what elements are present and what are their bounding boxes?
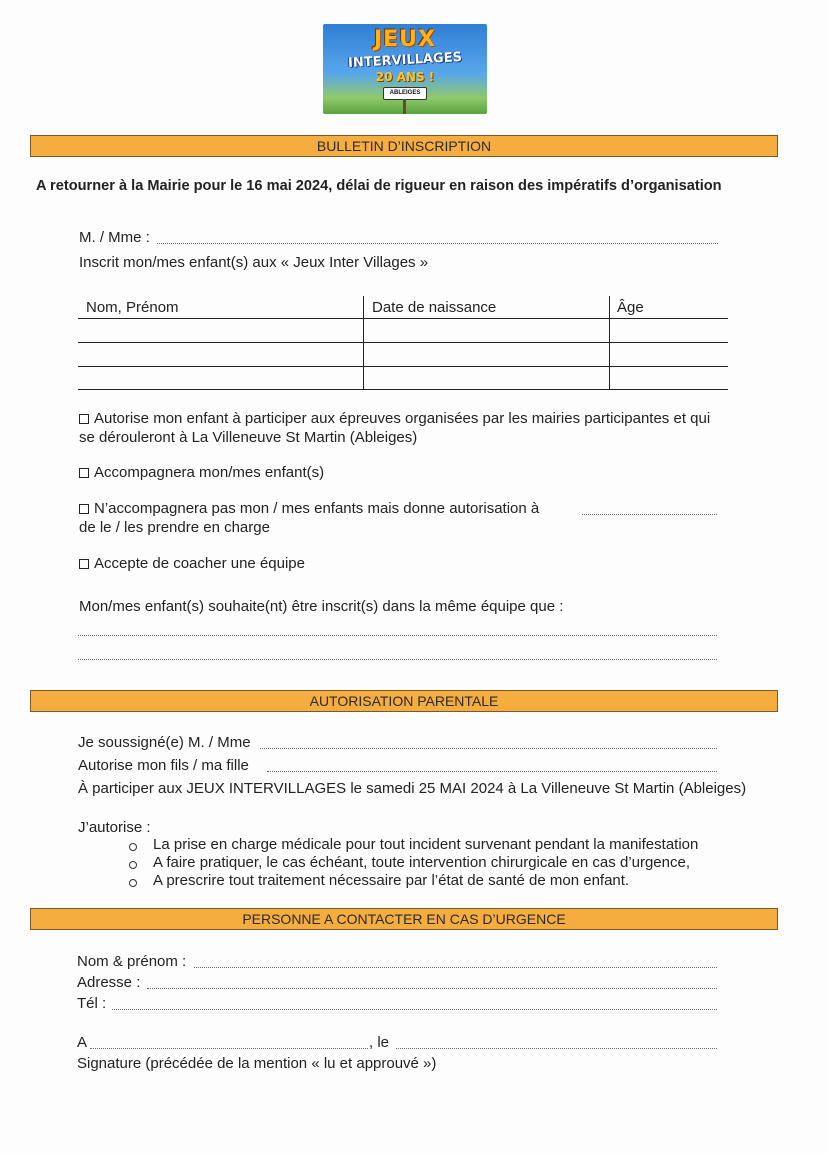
logo-subtitle: INTERVILLAGES xyxy=(347,50,463,71)
undersigned-label: Je soussigné(e) M. / Mme xyxy=(78,734,251,751)
emergency-name-label: Nom & prénom : xyxy=(77,953,187,970)
authorize-label: J’autorise : xyxy=(78,819,151,836)
undersigned-field[interactable] xyxy=(260,748,717,749)
place-label: A xyxy=(77,1034,88,1051)
table-column-divider xyxy=(609,296,610,390)
logo-signpost xyxy=(403,99,406,114)
logo-anniversary: 20 ANS ! xyxy=(375,70,435,84)
table-column-divider xyxy=(363,296,364,390)
checkbox-accompany[interactable] xyxy=(79,468,89,478)
bullet-icon xyxy=(129,861,137,869)
child-field[interactable] xyxy=(267,771,717,772)
team-request-label: Mon/mes enfant(s) souhaite(nt) être inscrit(s) dans la même équipe que : xyxy=(79,598,564,615)
table-header-name: Nom, Prénom xyxy=(86,299,179,316)
team-request-field[interactable] xyxy=(78,659,717,660)
emergency-address-field[interactable] xyxy=(147,988,717,989)
deadline-notice: A retourner à la Mairie pour le 16 mai 2024, délai de rigueur en raison des impératifs d’organisation xyxy=(36,178,722,194)
parent-name-field[interactable] xyxy=(157,243,718,244)
signature-label: Signature (précédée de la mention « lu et approuvé ») xyxy=(77,1055,437,1072)
bullet-icon xyxy=(129,879,137,887)
event-statement: À participer aux JEUX INTERVILLAGES le samedi 25 MAI 2024 à La Villeneuve St Martin (Ableiges) xyxy=(78,780,747,797)
table-header-age: Âge xyxy=(617,299,644,316)
logo-sign: ABLEIGES xyxy=(383,87,427,100)
section-header-emergency: PERSONNE A CONTACTER EN CAS D’URGENCE xyxy=(30,908,778,930)
checkbox-coach[interactable] xyxy=(79,559,89,569)
option-delegate-cont: de le / les prendre en charge xyxy=(79,519,270,536)
option-coach[interactable]: Accepte de coacher une équipe xyxy=(79,555,305,572)
option-authorize-participation[interactable]: Autorise mon enfant à participer aux épreuves organisées par les mairies participantes et qui xyxy=(79,410,710,427)
bullet-icon xyxy=(129,843,137,851)
option-authorize-participation-cont: se dérouleront à La Villeneuve St Martin (Ableiges) xyxy=(79,429,418,446)
delegate-name-field[interactable] xyxy=(582,514,717,515)
logo-title: JEUX xyxy=(373,27,437,52)
emergency-phone-label: Tél : xyxy=(77,995,107,1012)
emergency-name-field[interactable] xyxy=(194,967,717,968)
checkbox-authorize-participation[interactable] xyxy=(79,414,89,424)
option-delegate[interactable]: N’accompagnera pas mon / mes enfants mais donne autorisation à xyxy=(79,500,539,517)
date-label: , le xyxy=(369,1034,390,1051)
parent-name-label: M. / Mme : xyxy=(79,229,150,246)
checkbox-delegate[interactable] xyxy=(79,504,89,514)
section-header-registration: BULLETIN D’INSCRIPTION xyxy=(30,135,778,157)
event-logo xyxy=(323,24,487,114)
authorization-item: A faire pratiquer, le cas échéant, toute intervention chirurgicale en cas d’urgence, xyxy=(153,854,690,871)
table-row-line xyxy=(78,366,728,367)
option-accompany[interactable]: Accompagnera mon/mes enfant(s) xyxy=(79,464,324,481)
authorization-item: A prescrire tout traitement nécessaire par l’état de santé de mon enfant. xyxy=(153,872,630,889)
emergency-address-label: Adresse : xyxy=(77,974,141,991)
table-row-line xyxy=(78,342,728,343)
child-label: Autorise mon fils / ma fille xyxy=(78,757,249,774)
section-header-authorization: AUTORISATION PARENTALE xyxy=(30,690,778,712)
table-row-line xyxy=(78,389,728,390)
date-field[interactable] xyxy=(396,1048,717,1049)
place-field[interactable] xyxy=(90,1048,368,1049)
authorization-item: La prise en charge médicale pour tout incident survenant pendant la manifestation xyxy=(153,836,699,853)
emergency-phone-field[interactable] xyxy=(112,1009,717,1010)
registration-intro: Inscrit mon/mes enfant(s) aux « Jeux Inter Villages » xyxy=(79,254,429,271)
table-header-birthdate: Date de naissance xyxy=(372,299,497,316)
table-row-line xyxy=(78,318,728,319)
team-request-field[interactable] xyxy=(78,635,717,636)
